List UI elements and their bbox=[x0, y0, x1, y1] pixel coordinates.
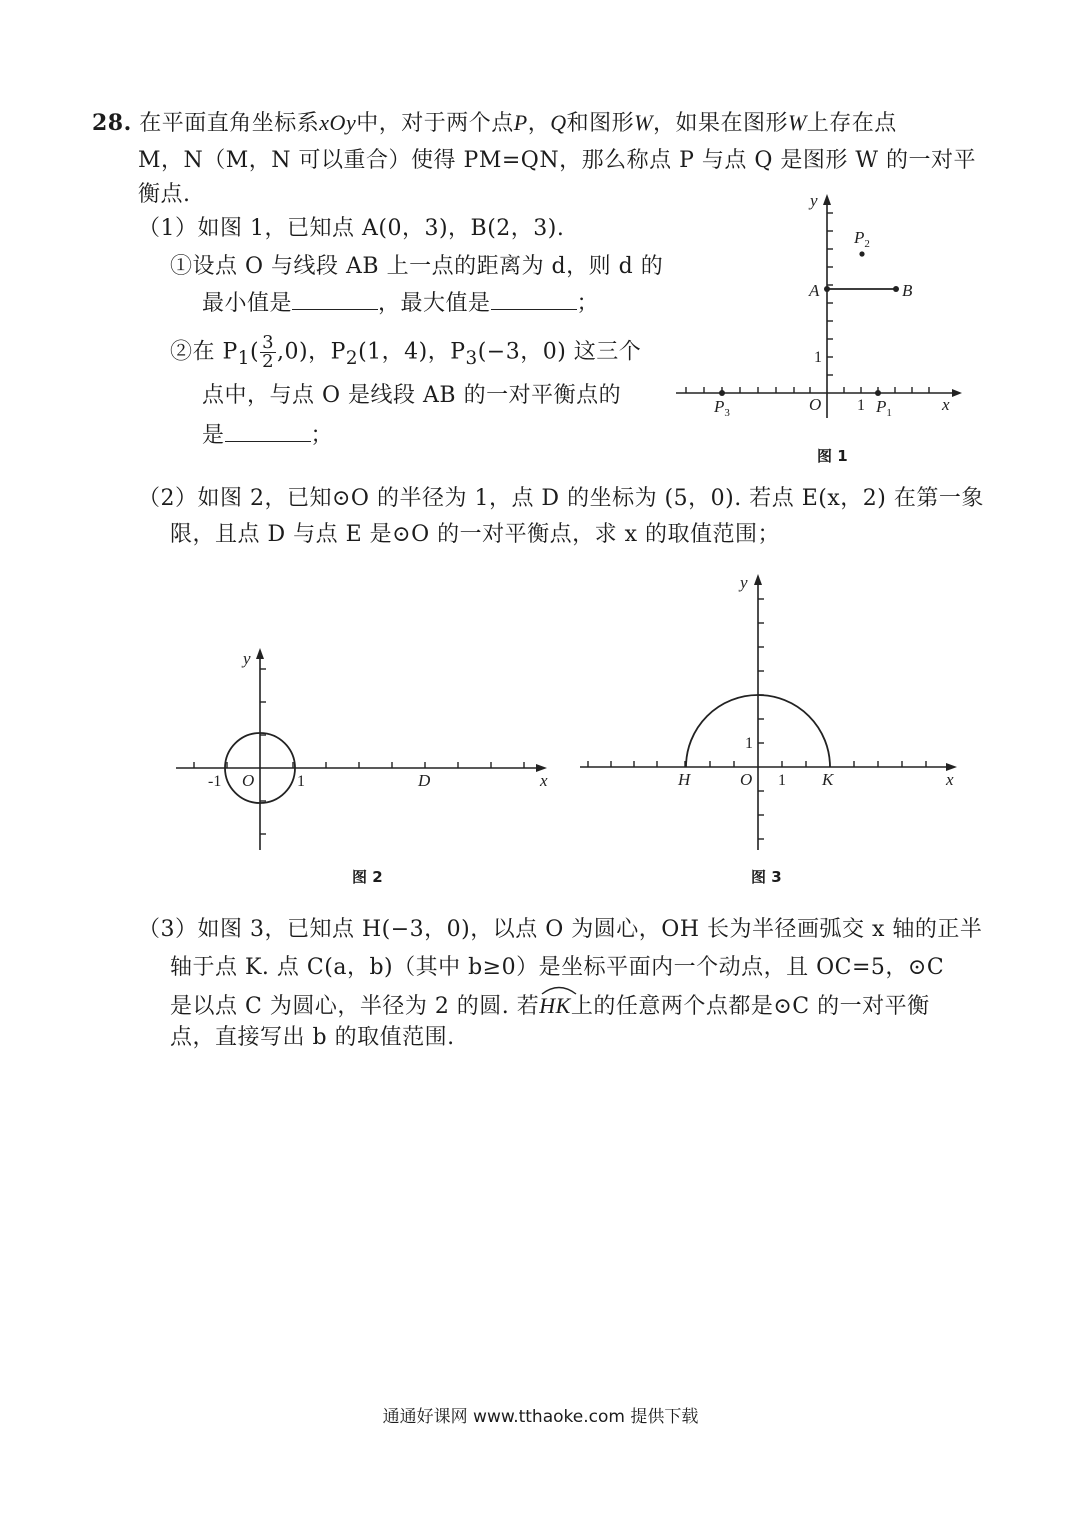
fig3-k-label: K bbox=[822, 770, 834, 789]
fig2-neg-one-label: -1 bbox=[208, 773, 222, 790]
point-b bbox=[893, 286, 899, 292]
part3-line-4: 点，直接写出 b 的取值范围. bbox=[170, 1025, 455, 1050]
fraction-three-halves: $\frac{3}{2}$ bbox=[262, 332, 275, 372]
fig1-p2-label: $P_2$ bbox=[854, 228, 870, 250]
fig2-origin-label: O bbox=[242, 771, 255, 790]
fig2-d-label: D bbox=[418, 771, 431, 790]
problem-intro-line-3: 衡点. bbox=[138, 182, 191, 207]
fig1-x-unit-label: 1 bbox=[857, 397, 865, 414]
fig3-h-label: H bbox=[678, 770, 691, 789]
part1-question-2-line-2: 点中，与点 O 是线段 AB 的一对平衡点的 bbox=[202, 383, 622, 408]
fig1-p3-label: $P_3$ bbox=[714, 397, 730, 419]
part2-line-2: 限，且点 D 与点 E 是⊙O 的一对平衡点，求 x 的取值范围； bbox=[170, 522, 781, 547]
fig3-x-unit-label: 1 bbox=[778, 772, 786, 789]
fig1-y-unit-label: 1 bbox=[814, 349, 822, 366]
footer-credit: 通通好课网 www.tthaoke.com 提供下载 bbox=[382, 1407, 699, 1427]
answer-blank-balance-points[interactable] bbox=[225, 419, 311, 442]
part1-question-1-line-2: 最小值是 ，最大值是 ； bbox=[202, 287, 599, 319]
fig3-origin-label: O bbox=[740, 770, 753, 789]
fig1-x-label: x bbox=[942, 395, 950, 414]
problem-intro-line-1: 28. 在平面直角坐标系xOy中，对于两个点P，Q和图形W，如果在图形W上存在点 bbox=[92, 110, 897, 136]
arc-hk-label: HK bbox=[539, 991, 571, 1021]
problem-intro-line-2: M，N（M，N 可以重合）使得 PM=QN，那么称点 P 与点 Q 是图形 W 的一对平 bbox=[138, 148, 976, 173]
figure-2-caption: 图 2 bbox=[352, 868, 383, 886]
answer-blank-max[interactable] bbox=[491, 287, 577, 310]
fig1-b-label: B bbox=[902, 281, 913, 300]
point-p3 bbox=[719, 390, 725, 396]
point-a bbox=[824, 286, 830, 292]
fig1-p1-label: $P_1$ bbox=[876, 397, 892, 419]
part1-question-2-line-1: ②在 $P_1$( $\frac{3}{2}$ ,0)，$P_2(1$，4)，$P_3(-3$，0) 这三个 bbox=[170, 332, 642, 372]
part3-line-2: 轴于点 K. 点 C(a，b)（其中 b≥0）是坐标平面内一个动点，且 OC=5，⊙C bbox=[170, 955, 945, 980]
fig2-x-label: x bbox=[540, 771, 548, 790]
part1-heading: （1）如图 1，已知点 A(0，3)，B(2，3). bbox=[138, 216, 565, 241]
problem-number: 28. bbox=[92, 110, 132, 136]
fig3-x-label: x bbox=[946, 770, 954, 789]
fig3-y-label: y bbox=[740, 573, 748, 592]
part2-line-1: （2）如图 2，已知⊙O 的半径为 1，点 D 的坐标为 (5，0). 若点 E(x，2) 在第一象 bbox=[138, 486, 984, 511]
fig1-a-label: A bbox=[809, 281, 820, 300]
fig1-y-label: y bbox=[810, 191, 818, 210]
figure-1-caption: 图 1 bbox=[817, 447, 848, 465]
figure-3 bbox=[574, 566, 969, 856]
fig2-y-label: y bbox=[243, 649, 251, 668]
fig1-origin-label: O bbox=[809, 395, 822, 414]
point-p2 bbox=[859, 251, 864, 256]
part3-line-1: （3）如图 3，已知点 H(−3，0)，以点 O 为圆心，OH 长为半径画弧交 x 轴的正半 bbox=[138, 917, 983, 942]
fig2-one-label: 1 bbox=[297, 773, 305, 790]
part3-line-3: 是以点 C 为圆心，半径为 2 的圆. 若 HK上的任意两个点都是⊙C 的一对平衡 bbox=[170, 991, 930, 1022]
part1-question-1-line-1: ①设点 O 与线段 AB 上一点的距离为 d，则 d 的 bbox=[170, 254, 664, 279]
figure-1 bbox=[670, 186, 970, 431]
fig3-y-unit-label: 1 bbox=[745, 735, 753, 752]
figure-2 bbox=[170, 640, 560, 855]
point-p1 bbox=[875, 390, 881, 396]
answer-blank-min[interactable] bbox=[292, 287, 378, 310]
part1-question-2-line-3: 是 ； bbox=[202, 419, 333, 451]
figure-3-caption: 图 3 bbox=[751, 868, 782, 886]
